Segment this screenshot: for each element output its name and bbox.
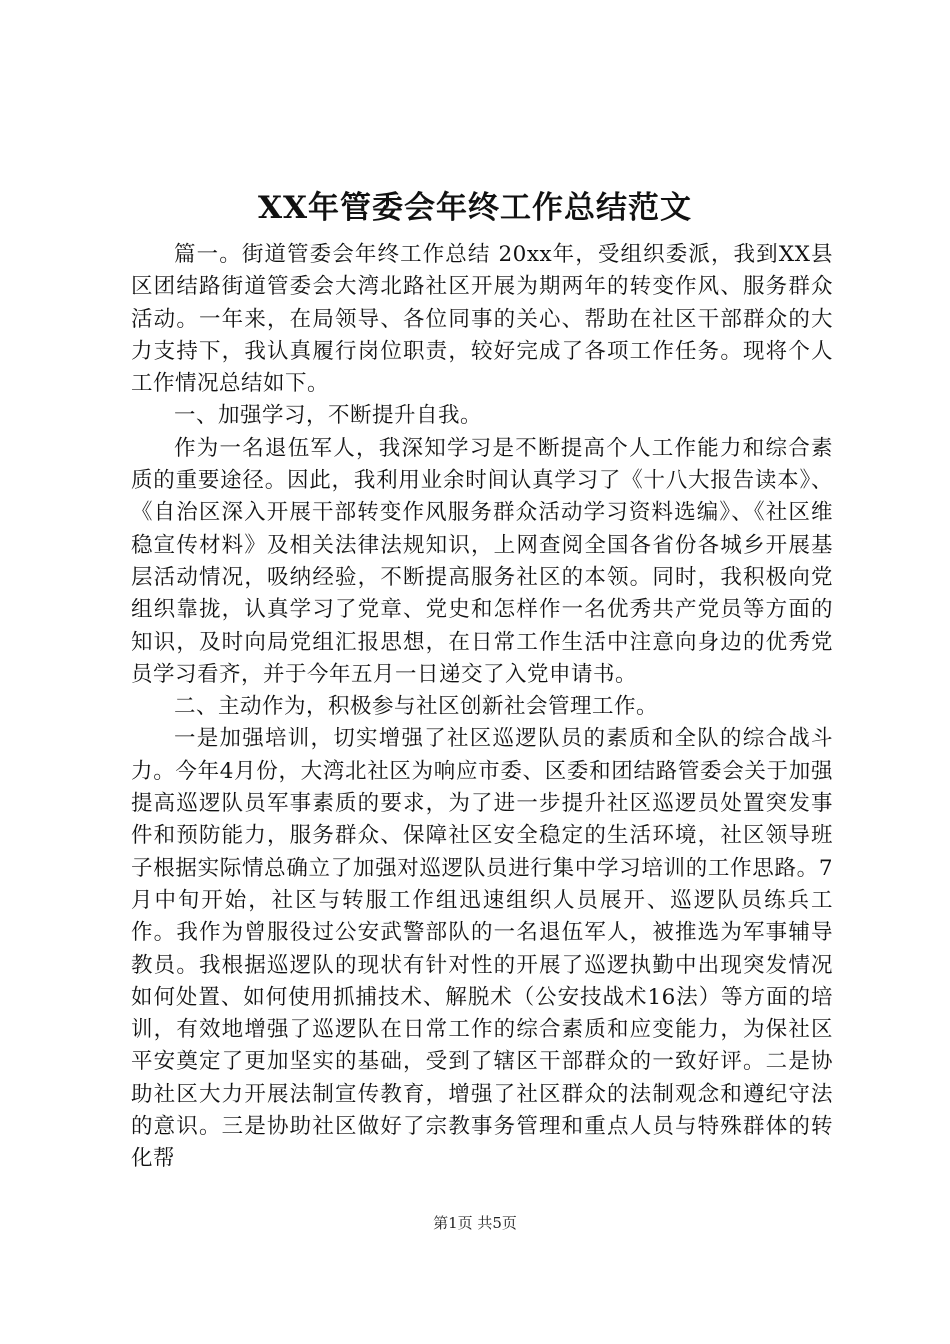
- document-body: [131, 239, 833, 1176]
- intro-paragraph: 篇一。街道管委会年终工作总结 20xx年，受组织委派，我到XX县区团结路街道管委会大湾北路社区开展为期两年的转变作风、服务群众活动。一年来，在局领导、各位同事的关心、帮助在社区干部群众的大力支持下，我认真履行岗位职责，较好完成了各项工作任务。现将个人工作情况总结如下。: [131, 242, 833, 397]
- section-2-paragraph: 一是加强培训，切实增强了社区巡逻队员的素质和全队的综合战斗力。今年4月份，大湾北社区为响应市委、区委和团结路管委会关于加强提高巡逻队员军事素质的要求，为了进一步提升社区巡逻员处置突发事件和预防能力，服务群众、保障社区安全稳定的生活环境，社区领导班子根据实际情总确立了加强对巡逻队员进行集中学习培训的工作思路。7月中旬开始，社区与转服工作组迅速组织人员展开、巡逻队员练兵工作。我作为曾服役过公安武警部队的一名退伍军人，被推选为军事辅导教员。我根据巡逻队的现状有针对性的开展了巡逻执勤中出现突发情况如何处置、如何使用抓捕技术、解脱术（公安技战术16法）等方面的培训，有效地增强了巡逻队在日常工作的综合素质和应变能力，为保社区平安奠定了更加坚实的基础，受到了辖区干部群众的一致好评。二是协助社区大力开展法制宣传教育，增强了社区群众的法制观念和遵纪守法的意识。三是协助社区做好了宗教事务管理和重点人员与特殊群体的转化帮: [131, 726, 833, 1172]
- document-title: XX年管委会年终工作总结范文: [257, 190, 693, 226]
- page-number-footer: 第1页 共5页: [433, 1214, 517, 1232]
- section-heading-2: 二、主动作为，积极参与社区创新社会管理工作。: [174, 694, 659, 720]
- section-1-paragraph: 作为一名退伍军人，我深知学习是不断提高个人工作能力和综合素质的重要途径。因此，我利用业余时间认真学习了《十八大报告读本》、《自治区深入开展干部转变作风服务群众活动学习资料选编》、《社区维稳宣传材料》及相关法律法规知识，上网查阅全国各省份各城乡开展基层活动情况，吸纳经验，不断提高服务社区的本领。同时，我积极向党组织靠拢，认真学习了党章、党史和怎样作一名优秀共产党员等方面的知识，及时向局党组汇报思想，在日常工作生活中注意向身边的优秀党员学习看齐，并于今年五月一日递交了入党申请书。: [131, 435, 833, 687]
- section-heading-1: 一、加强学习，不断提升自我。: [174, 403, 483, 429]
